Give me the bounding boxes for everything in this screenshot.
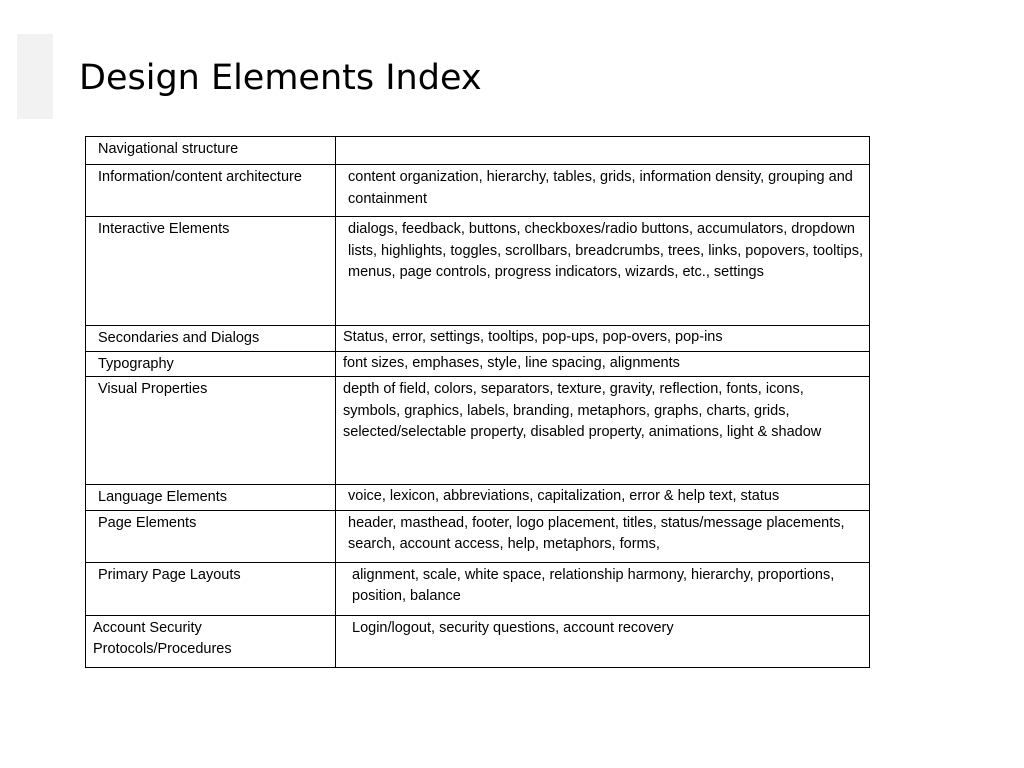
row-description: depth of field, colors, separators, texture, gravity, reflection, fonts, icons, symbols, graphics, labels, branding, metaphors, graphs, charts, grids, selected/selectable property, disabled property, animations, light & shadow: [336, 377, 870, 485]
row-description: voice, lexicon, abbreviations, capitalization, error & help text, status: [336, 485, 870, 511]
table-row: [86, 377, 870, 485]
row-label: Page Elements: [86, 510, 336, 562]
table-row: [86, 217, 870, 326]
row-label: Typography: [86, 351, 336, 377]
row-label: Secondaries and Dialogs: [86, 326, 336, 352]
page-title: Design Elements Index: [79, 58, 482, 98]
table-row: [86, 485, 870, 511]
row-label: Primary Page Layouts: [86, 562, 336, 615]
table-row: [86, 351, 870, 377]
row-description: alignment, scale, white space, relationship harmony, hierarchy, proportions, position, balance: [336, 562, 870, 615]
row-label: Information/content architecture: [86, 165, 336, 217]
row-description: header, masthead, footer, logo placement, titles, status/message placements, search, account access, help, metaphors, forms,: [336, 510, 870, 562]
row-label: Interactive Elements: [86, 217, 336, 326]
title-accent-bar: [17, 34, 53, 119]
table-row: [86, 326, 870, 352]
table-row: [86, 510, 870, 562]
row-label: Visual Properties: [86, 377, 336, 485]
row-description: Status, error, settings, tooltips, pop-ups, pop-overs, pop-ins: [336, 326, 870, 352]
row-label: Language Elements: [86, 485, 336, 511]
design-elements-table: [85, 136, 870, 668]
row-description: dialogs, feedback, buttons, checkboxes/radio buttons, accumulators, dropdown lists, highlights, toggles, scrollbars, breadcrumbs, trees, links, popovers, tooltips, menus, page controls, progress indicators, wizards, etc., settings: [336, 217, 870, 326]
table-row: [86, 615, 870, 667]
table-row: [86, 137, 870, 165]
row-description: [336, 137, 870, 165]
table-row: [86, 562, 870, 615]
table-row: [86, 165, 870, 217]
row-label: Navigational structure: [86, 137, 336, 165]
row-description: font sizes, emphases, style, line spacing, alignments: [336, 351, 870, 377]
row-description: content organization, hierarchy, tables, grids, information density, grouping and containment: [336, 165, 870, 217]
row-description: Login/logout, security questions, account recovery: [336, 615, 870, 667]
row-label: Account Security Protocols/Procedures: [86, 615, 336, 667]
